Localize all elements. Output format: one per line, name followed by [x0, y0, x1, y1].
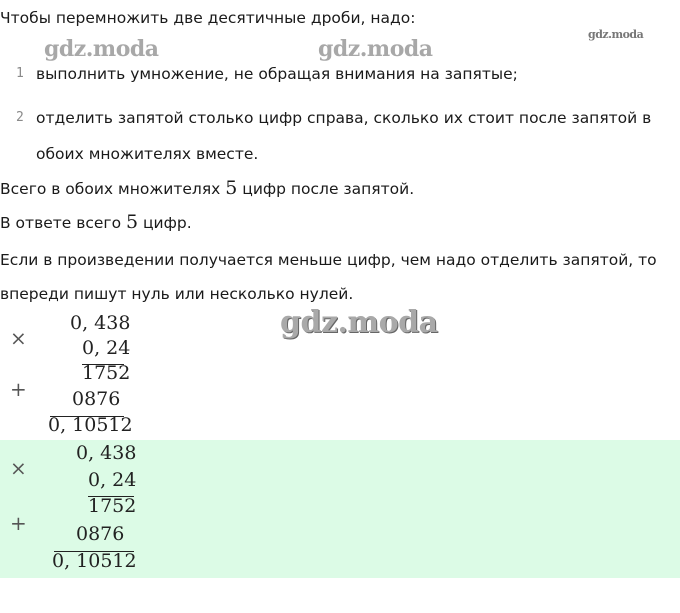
answer-digits-count: 5: [125, 211, 139, 233]
digits-count: 5: [225, 177, 238, 199]
result: 0, 10512: [52, 550, 137, 572]
rule-line-2: впереди пишут нуль или несколько нулей.: [0, 285, 354, 303]
digits-sentence-before: Всего в обоих множителях: [0, 180, 226, 198]
partial-product-1: 1752: [82, 362, 131, 384]
partial-product-1: 1752: [88, 495, 137, 517]
step-2-text-line2: обоих множителях вместе.: [36, 145, 259, 163]
watermark-small: gdz.moda: [588, 28, 644, 41]
rule-line-1: Если в произведении получается меньше цифр, чем надо отделить запятой, то: [0, 251, 657, 269]
step-1-number: 1: [16, 66, 24, 81]
step-2-number: 2: [16, 110, 24, 125]
partial-product-2: 0876: [72, 388, 121, 410]
step-1-text: выполнить умножение, не обращая внимания на запятые;: [36, 65, 518, 83]
answer-sentence: [0, 212, 192, 233]
watermark-center: gdz.moda: [318, 36, 433, 62]
factor-1: 0, 438: [76, 442, 137, 464]
partial-product-2: 0876: [76, 523, 125, 545]
digits-sentence-after: цифр после запятой.: [237, 180, 415, 198]
intro-text: Чтобы перемножить две десятичные дроби, надо:: [0, 9, 416, 27]
answer-sentence-after: цифр.: [138, 214, 192, 232]
watermark-large: gdz.moda: [280, 305, 438, 340]
factor-2: 0, 24: [82, 337, 131, 359]
multiply-sign: ×: [10, 456, 27, 480]
factor-2: 0, 24: [88, 469, 137, 491]
step-2-text-line1: отделить запятой столько цифр справа, сколько их стоит после запятой в: [36, 109, 652, 127]
answer-sentence-before: В ответе всего: [0, 214, 126, 232]
digits-sentence: [0, 178, 414, 199]
result: 0, 10512: [48, 414, 133, 436]
plus-sign: +: [10, 377, 27, 401]
watermark-left: gdz.moda: [44, 36, 159, 62]
plus-sign: +: [10, 511, 27, 535]
factor-1: 0, 438: [70, 312, 131, 334]
multiply-sign: ×: [10, 326, 27, 350]
